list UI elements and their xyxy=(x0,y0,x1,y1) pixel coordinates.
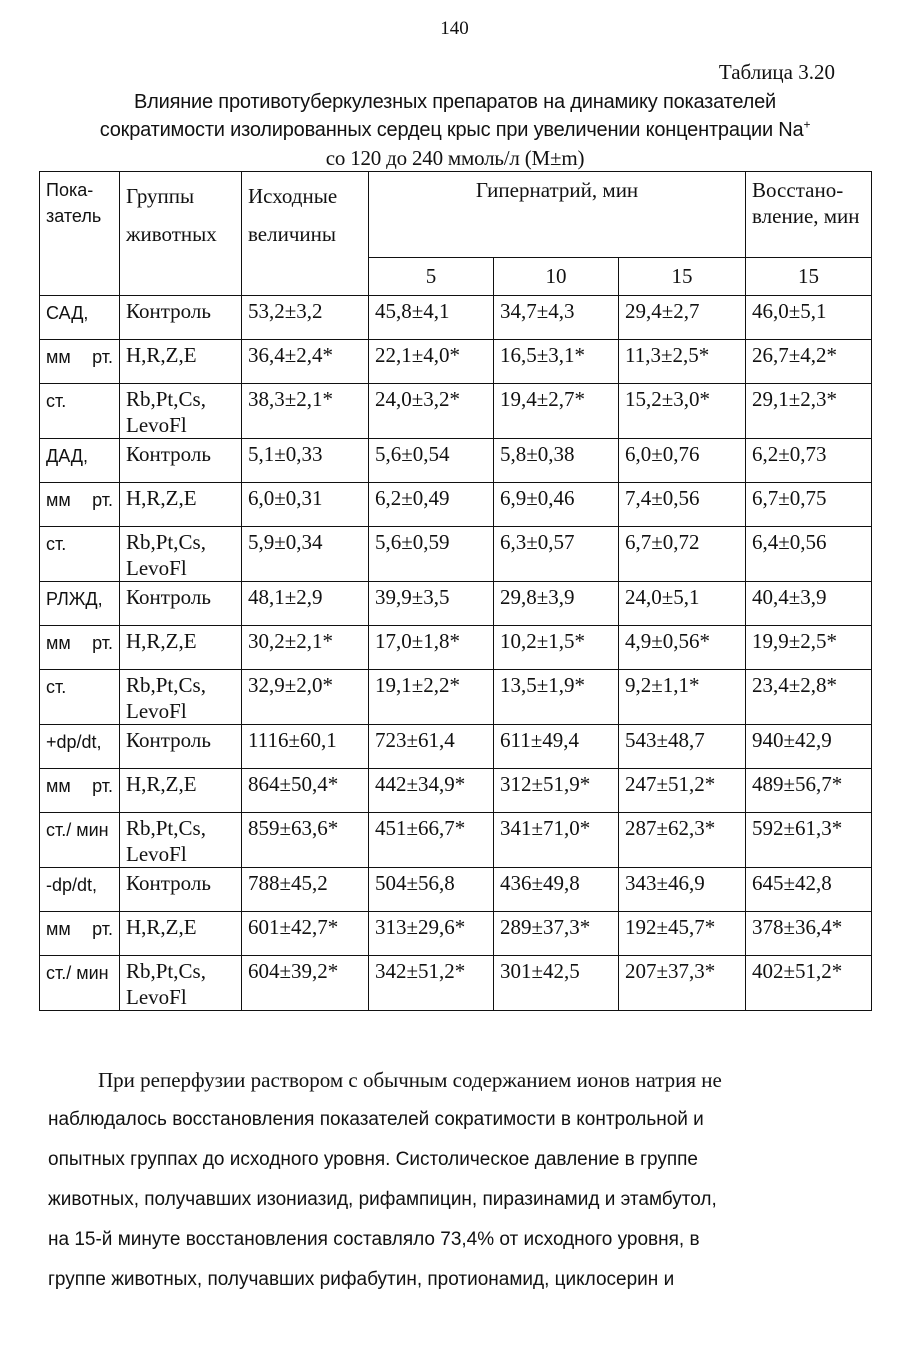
value-cell: 4,9±0,56* xyxy=(619,626,746,670)
parameter-unit: мм xyxy=(46,776,71,796)
value-cell: 6,3±0,57 xyxy=(494,527,619,582)
value-cell: 313±29,6* xyxy=(369,912,494,956)
parameter-cell xyxy=(40,912,120,956)
body-paragraph xyxy=(48,1060,848,1300)
parameter-cell: ст. xyxy=(40,670,120,725)
group-cell: Rb,Pt,Cs, LevoFl xyxy=(120,956,242,1011)
value-cell: 5,8±0,38 xyxy=(494,439,619,483)
parameter-cell xyxy=(40,340,120,384)
table-body xyxy=(40,296,872,1011)
value-cell: 604±39,2* xyxy=(242,956,369,1011)
parameter-cell: ст. xyxy=(40,384,120,439)
value-cell: 378±36,4* xyxy=(746,912,872,956)
value-cell: 39,9±3,5 xyxy=(369,582,494,626)
table-row xyxy=(40,384,872,439)
table-row xyxy=(40,483,872,527)
header-group xyxy=(120,172,242,296)
value-cell: 6,2±0,49 xyxy=(369,483,494,527)
value-cell: 592±61,3* xyxy=(746,813,872,868)
paragraph-line: При реперфузии раствором с обычным содержанием ионов натрия не xyxy=(98,1068,722,1092)
value-cell: 940±42,9 xyxy=(746,725,872,769)
value-cell: 611±49,4 xyxy=(494,725,619,769)
table-row xyxy=(40,912,872,956)
value-cell: 26,7±4,2* xyxy=(746,340,872,384)
data-table xyxy=(39,171,872,1011)
header-recovery-15: 15 xyxy=(746,258,872,296)
header-group-line-1: Группы xyxy=(126,184,195,208)
value-cell: 451±66,7* xyxy=(369,813,494,868)
value-cell: 23,4±2,8* xyxy=(746,670,872,725)
group-cell: Rb,Pt,Cs, LevoFl xyxy=(120,384,242,439)
value-cell: 9,2±1,1* xyxy=(619,670,746,725)
group-cell: Контроль xyxy=(120,582,242,626)
value-cell: 30,2±2,1* xyxy=(242,626,369,670)
value-cell: 6,0±0,76 xyxy=(619,439,746,483)
caption-superscript: + xyxy=(803,117,811,132)
value-cell: 342±51,2* xyxy=(369,956,494,1011)
parameter-cell: ст. xyxy=(40,527,120,582)
value-cell: 788±45,2 xyxy=(242,868,369,912)
group-cell: H,R,Z,E xyxy=(120,769,242,813)
value-cell: 402±51,2* xyxy=(746,956,872,1011)
group-cell: Rb,Pt,Cs, LevoFl xyxy=(120,813,242,868)
parameter-cell: ст./ мин xyxy=(40,956,120,1011)
value-cell: 6,9±0,46 xyxy=(494,483,619,527)
value-cell: 53,2±3,2 xyxy=(242,296,369,340)
paragraph-line: на 15-й минуте восстановления составляло 73,4% от исходного уровня, в xyxy=(48,1229,700,1250)
table-row xyxy=(40,813,872,868)
caption-line-2-text: сократимости изолированных сердец крыс при увеличении концентрации Na xyxy=(99,119,804,141)
value-cell: 19,9±2,5* xyxy=(746,626,872,670)
value-cell: 489±56,7* xyxy=(746,769,872,813)
value-cell: 29,4±2,7 xyxy=(619,296,746,340)
value-cell: 6,2±0,73 xyxy=(746,439,872,483)
value-cell: 543±48,7 xyxy=(619,725,746,769)
caption-line-2 xyxy=(30,116,880,144)
value-cell: 45,8±4,1 xyxy=(369,296,494,340)
value-cell: 312±51,9* xyxy=(494,769,619,813)
value-cell: 287±62,3* xyxy=(619,813,746,868)
group-cell: Контроль xyxy=(120,868,242,912)
parameter-unit: рт. xyxy=(92,490,113,510)
table-row xyxy=(40,296,872,340)
value-cell: 29,8±3,9 xyxy=(494,582,619,626)
parameter-unit: мм xyxy=(46,919,71,939)
value-cell: 10,2±1,5* xyxy=(494,626,619,670)
value-cell: 645±42,8 xyxy=(746,868,872,912)
parameter-unit: рт. xyxy=(92,776,113,796)
value-cell: 40,4±3,9 xyxy=(746,582,872,626)
value-cell: 343±46,9 xyxy=(619,868,746,912)
paragraph-line: животных, получавших изониазид, рифампицин, пиразинамид и этамбутол, xyxy=(48,1189,717,1210)
value-cell: 13,5±1,9* xyxy=(494,670,619,725)
value-cell: 19,1±2,2* xyxy=(369,670,494,725)
value-cell: 289±37,3* xyxy=(494,912,619,956)
page-number: 140 xyxy=(440,18,469,39)
header-initial-line-2: величины xyxy=(248,222,336,246)
value-cell: 247±51,2* xyxy=(619,769,746,813)
value-cell: 723±61,4 xyxy=(369,725,494,769)
table-row xyxy=(40,582,872,626)
value-cell: 19,4±2,7* xyxy=(494,384,619,439)
value-cell: 5,6±0,54 xyxy=(369,439,494,483)
parameter-unit: мм xyxy=(46,347,71,367)
value-cell: 301±42,5 xyxy=(494,956,619,1011)
value-cell: 36,4±2,4* xyxy=(242,340,369,384)
table-label: Таблица 3.20 xyxy=(718,60,835,84)
value-cell: 5,1±0,33 xyxy=(242,439,369,483)
value-cell: 436±49,8 xyxy=(494,868,619,912)
value-cell: 24,0±5,1 xyxy=(619,582,746,626)
value-cell: 864±50,4* xyxy=(242,769,369,813)
header-hypernatremia: Гипернатрий, мин xyxy=(369,172,746,258)
group-cell: H,R,Z,E xyxy=(120,912,242,956)
value-cell: 6,7±0,72 xyxy=(619,527,746,582)
group-cell: H,R,Z,E xyxy=(120,626,242,670)
value-cell: 859±63,6* xyxy=(242,813,369,868)
value-cell: 207±37,3* xyxy=(619,956,746,1011)
value-cell: 22,1±4,0* xyxy=(369,340,494,384)
header-initial-line-1: Исходные xyxy=(248,184,338,208)
group-cell: H,R,Z,E xyxy=(120,483,242,527)
table-row xyxy=(40,439,872,483)
value-cell: 1116±60,1 xyxy=(242,725,369,769)
value-cell: 5,6±0,59 xyxy=(369,527,494,582)
value-cell: 32,9±2,0* xyxy=(242,670,369,725)
parameter-unit: рт. xyxy=(92,347,113,367)
value-cell: 17,0±1,8* xyxy=(369,626,494,670)
table-row xyxy=(40,956,872,1011)
header-parameter-line-1: Пока- xyxy=(46,180,94,200)
table-row xyxy=(40,340,872,384)
header-minute-10: 10 xyxy=(494,258,619,296)
parameter-cell: -dp/dt, xyxy=(40,868,120,912)
group-cell: Контроль xyxy=(120,725,242,769)
header-recovery: Восстано-вление, мин xyxy=(746,172,872,258)
header-parameter-line-2: затель xyxy=(46,206,102,226)
parameter-unit: рт. xyxy=(92,633,113,653)
value-cell: 34,7±4,3 xyxy=(494,296,619,340)
value-cell: 192±45,7* xyxy=(619,912,746,956)
value-cell: 38,3±2,1* xyxy=(242,384,369,439)
paragraph-line: опытных группах до исходного уровня. Систолическое давление в группе xyxy=(48,1149,698,1170)
value-cell: 11,3±2,5* xyxy=(619,340,746,384)
caption-line-3: со 120 до 240 ммоль/л (M±m) xyxy=(325,146,585,170)
value-cell: 6,4±0,56 xyxy=(746,527,872,582)
value-cell: 48,1±2,9 xyxy=(242,582,369,626)
value-cell: 6,7±0,75 xyxy=(746,483,872,527)
table-row xyxy=(40,626,872,670)
table-row xyxy=(40,527,872,582)
table-row xyxy=(40,769,872,813)
parameter-cell xyxy=(40,483,120,527)
group-cell: Контроль xyxy=(120,296,242,340)
group-cell: Rb,Pt,Cs, LevoFl xyxy=(120,670,242,725)
value-cell: 601±42,7* xyxy=(242,912,369,956)
header-minute-15: 15 xyxy=(619,258,746,296)
value-cell: 29,1±2,3* xyxy=(746,384,872,439)
parameter-cell: РЛЖД, xyxy=(40,582,120,626)
value-cell: 5,9±0,34 xyxy=(242,527,369,582)
value-cell: 6,0±0,31 xyxy=(242,483,369,527)
paragraph-line: наблюдалось восстановления показателей сократимости в контрольной и xyxy=(48,1109,704,1130)
value-cell: 504±56,8 xyxy=(369,868,494,912)
header-parameter xyxy=(40,172,120,296)
value-cell: 7,4±0,56 xyxy=(619,483,746,527)
header-initial xyxy=(242,172,369,296)
table-row xyxy=(40,868,872,912)
header-group-line-2: животных xyxy=(126,222,217,246)
parameter-cell xyxy=(40,626,120,670)
parameter-unit: мм xyxy=(46,633,71,653)
value-cell: 442±34,9* xyxy=(369,769,494,813)
group-cell: Rb,Pt,Cs, LevoFl xyxy=(120,527,242,582)
header-minute-5: 5 xyxy=(369,258,494,296)
paragraph-line: группе животных, получавших рифабутин, протионамид, циклосерин и xyxy=(48,1269,675,1290)
value-cell: 15,2±3,0* xyxy=(619,384,746,439)
parameter-unit: мм xyxy=(46,490,71,510)
parameter-unit: рт. xyxy=(92,919,113,939)
parameter-cell: САД, xyxy=(40,296,120,340)
parameter-cell: ст./ мин xyxy=(40,813,120,868)
value-cell: 341±71,0* xyxy=(494,813,619,868)
parameter-cell xyxy=(40,769,120,813)
table-row xyxy=(40,725,872,769)
value-cell: 24,0±3,2* xyxy=(369,384,494,439)
value-cell: 46,0±5,1 xyxy=(746,296,872,340)
table-row xyxy=(40,670,872,725)
group-cell: H,R,Z,E xyxy=(120,340,242,384)
value-cell: 16,5±3,1* xyxy=(494,340,619,384)
group-cell: Контроль xyxy=(120,439,242,483)
parameter-cell: +dp/dt, xyxy=(40,725,120,769)
caption-line-1: Влияние противотуберкулезных препаратов на динамику показателей xyxy=(134,91,776,113)
parameter-cell: ДАД, xyxy=(40,439,120,483)
table-caption xyxy=(30,88,880,172)
